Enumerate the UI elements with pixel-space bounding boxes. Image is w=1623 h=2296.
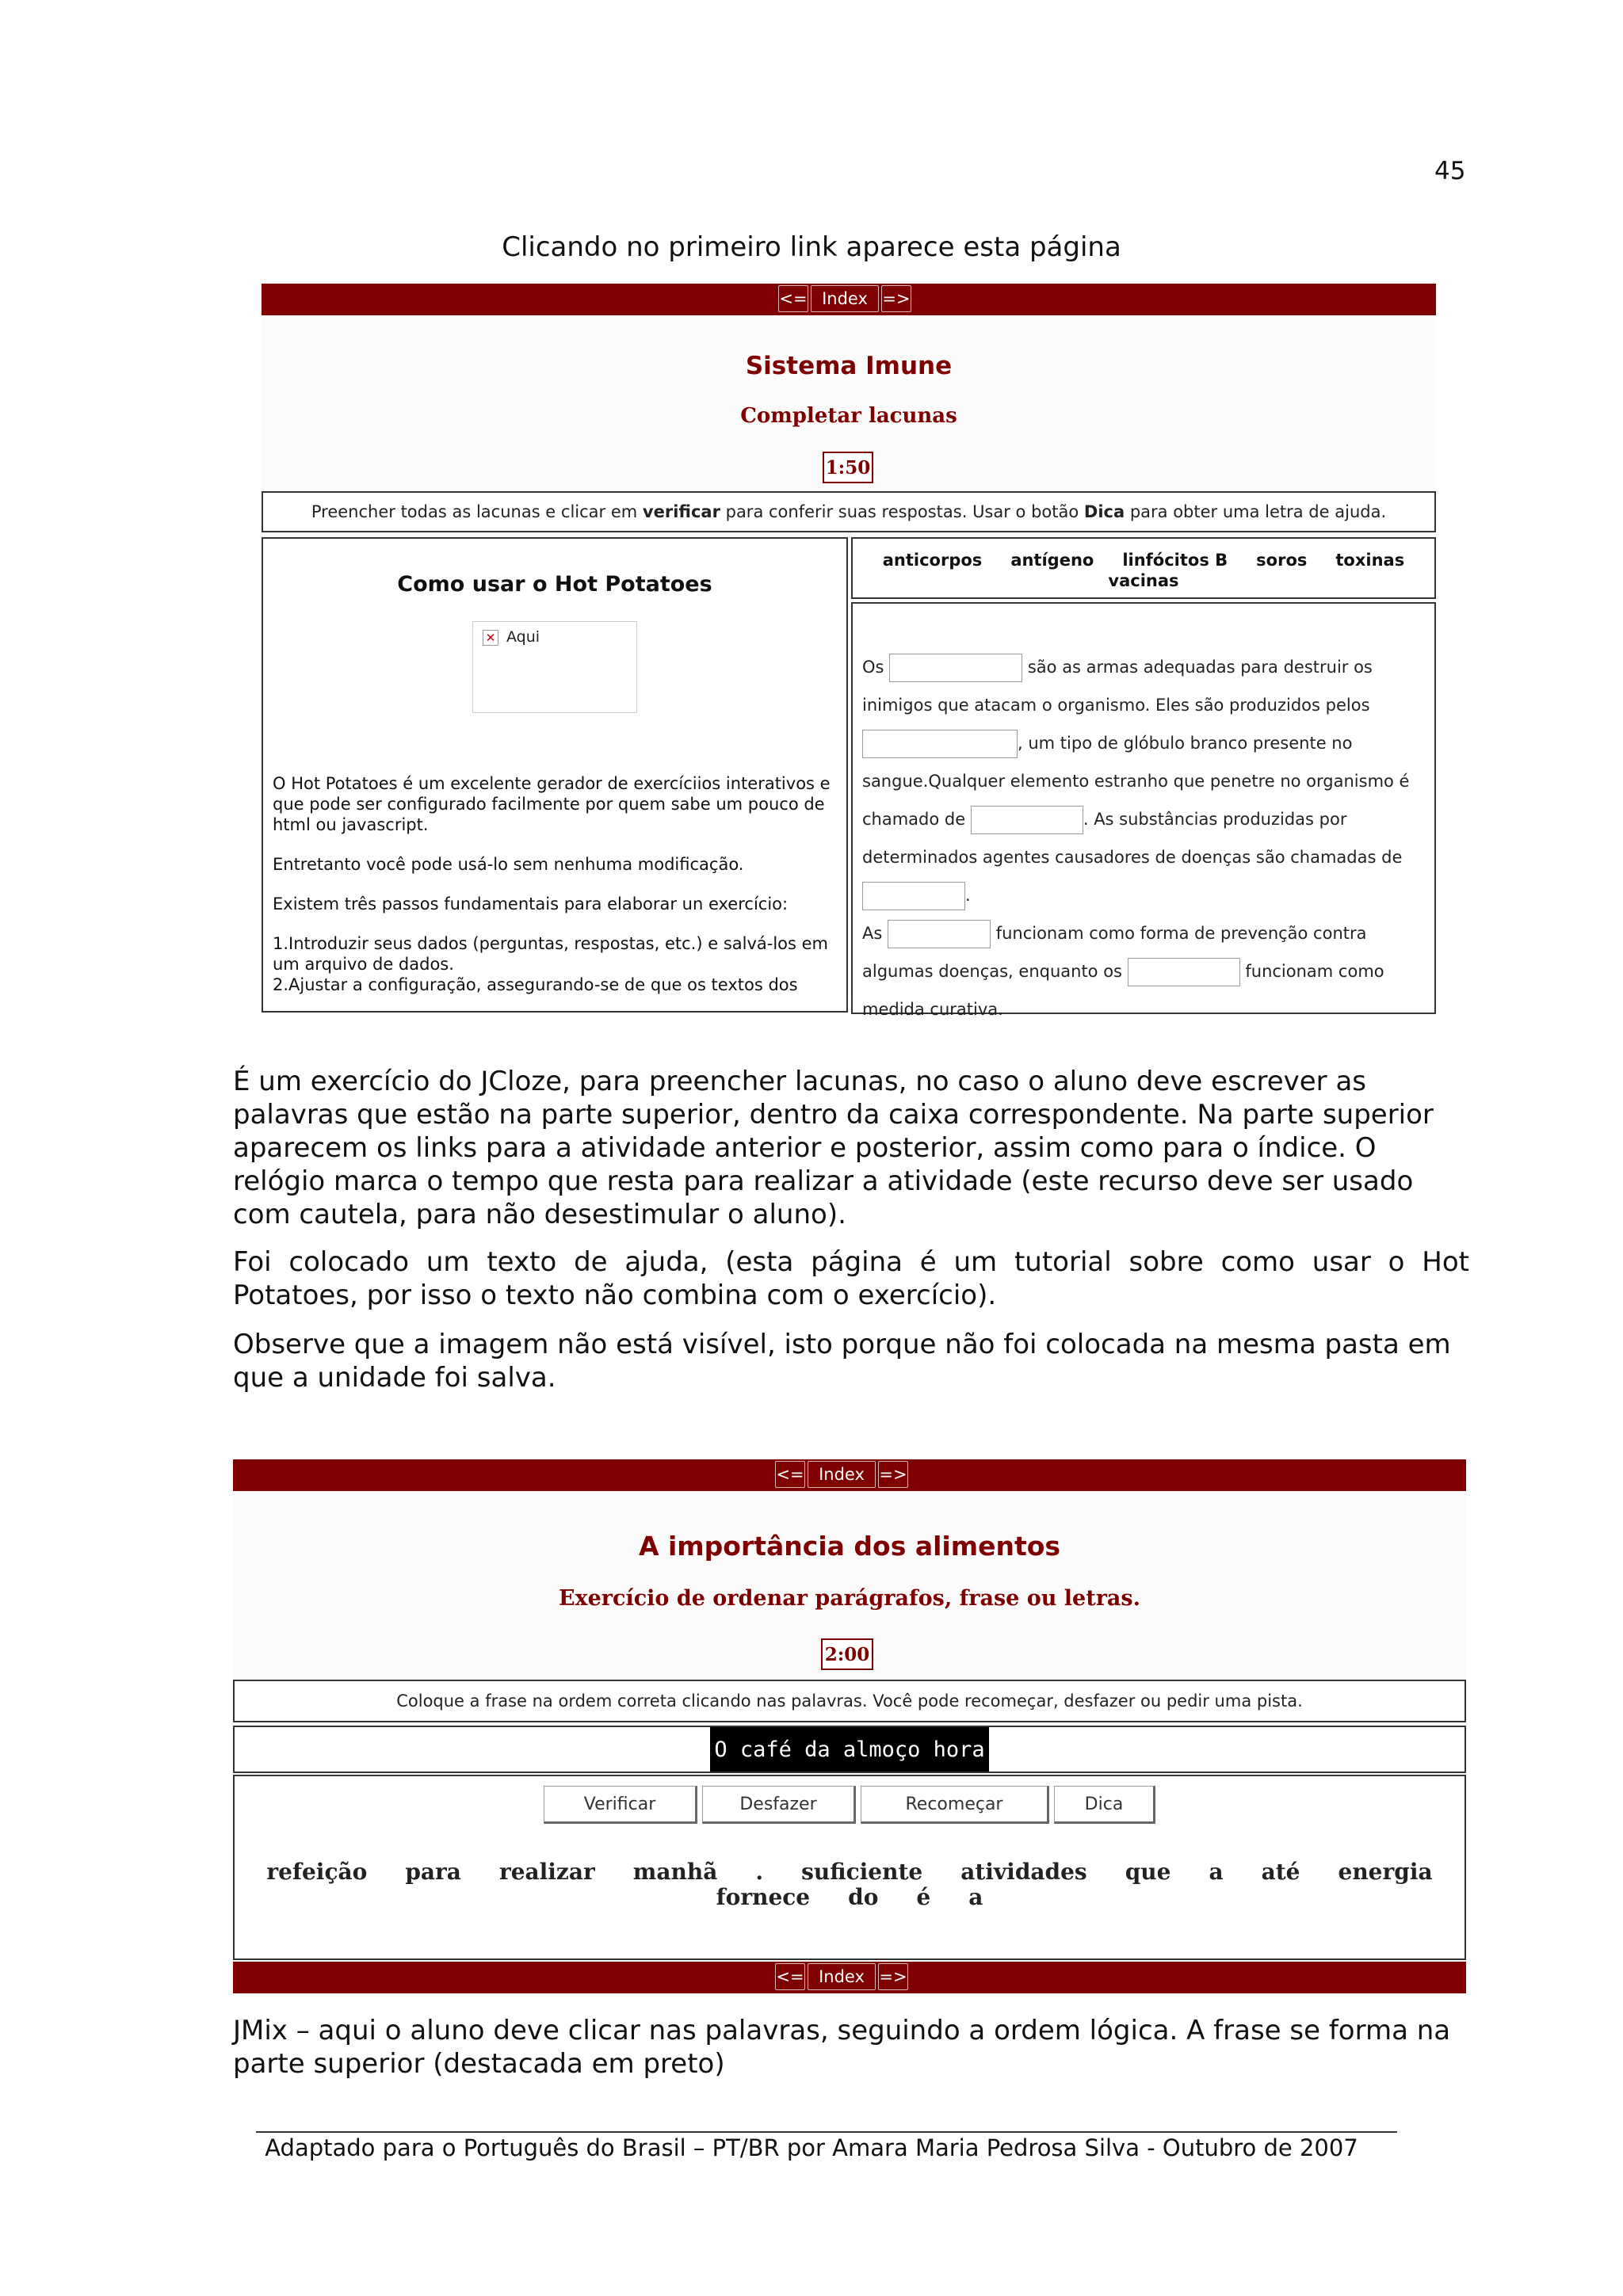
gap-input-4[interactable] [862, 882, 965, 910]
help-panel [262, 537, 848, 1013]
help-paragraph: O Hot Potatoes é um excelente gerador de exercíciios interativos e que pode ser configurado facilmente por quem sabe um pouco de html ou javascript. [273, 774, 831, 834]
footer-text: Adaptado para o Português do Brasil – PT/BR por Amara Maria Pedrosa Silva - Outubro de 2007 [265, 2134, 1358, 2161]
exercise-panel [233, 1775, 1466, 1960]
next-link[interactable]: => [878, 1963, 908, 1990]
jmix-caption: JMix – aqui o aluno deve clicar nas palavras, seguindo a ordem lógica. A frase se forma na parte superior (destacada em preto) [233, 2015, 1451, 2080]
word-choice[interactable]: energia [1338, 1859, 1433, 1885]
cloze-panel [851, 602, 1436, 1019]
previous-link[interactable]: <= [778, 285, 808, 312]
timer: 1:50 [823, 452, 873, 483]
exercise-subtitle: Exercício de ordenar parágrafos, frase ou letras. [558, 1586, 1141, 1611]
instructions-text: Coloque a frase na ordem correta clicando nas palavras. Você pode recomeçar, desfazer ou pedir uma pista. [396, 1691, 1303, 1711]
timer: 2:00 [821, 1638, 873, 1670]
jmix-screenshot [233, 1459, 1466, 1995]
bottom-nav-bar [233, 1962, 1466, 1993]
word-choice[interactable]: realizar [498, 1859, 595, 1885]
page-number: 45 [1434, 157, 1466, 185]
top-nav-bar [233, 1459, 1466, 1491]
word-choice[interactable]: fornece [716, 1884, 811, 1910]
help-paragraph: 2.Ajustar a configuração, assegurando-se de que os textos dos [273, 975, 798, 994]
previous-link[interactable]: <= [775, 1963, 805, 1990]
word-bank-item: toxinas [1335, 551, 1405, 570]
word-bank-item: linfócitos B [1122, 551, 1228, 570]
gap-input-1[interactable] [889, 654, 1022, 682]
help-paragraph: 1.Introduzir seus dados (perguntas, respostas, etc.) e salvá-los em um arquivo de dados. [273, 934, 829, 974]
exercise-subtitle: Completar lacunas [740, 404, 957, 428]
word-choice[interactable]: atividades [960, 1859, 1087, 1885]
word-bank [851, 537, 1436, 599]
paragraph-1: É um exercício do JCloze, para preencher lacunas, no caso o aluno deve escrever as palavras que estão na parte superior, dentro da caixa correspondente. Na parte superior aparecem os links para a atividade anterior e posterior, assim como para o índice. O relógio marca o tempo que resta para realizar a atividade (este recurso deve ser usado com cautela, para não desestimular o aluno). [233, 1066, 1434, 1230]
next-link[interactable]: => [878, 1461, 908, 1488]
gap-input-2[interactable] [862, 730, 1018, 758]
jcloze-screenshot [262, 282, 1436, 1019]
gap-input-3[interactable] [971, 806, 1083, 834]
word-choice[interactable]: a [968, 1884, 983, 1910]
previous-link[interactable]: <= [775, 1461, 805, 1488]
word-choice[interactable]: suficiente [801, 1859, 923, 1885]
help-text [273, 773, 843, 1014]
index-link[interactable]: Index [808, 1963, 876, 1990]
answer-sentence: O café da almoço hora [710, 1727, 989, 1772]
word-bank-item: soros [1256, 551, 1308, 570]
answer-box [233, 1726, 1466, 1773]
gap-input-6[interactable] [1128, 958, 1240, 986]
figure-caption: Clicando no primeiro link aparece esta página [502, 231, 1121, 263]
word-choice[interactable]: até [1261, 1859, 1300, 1885]
word-choices-row-1 [235, 1859, 1465, 1885]
instructions-box [262, 491, 1436, 532]
check-button[interactable]: Verificar [544, 1786, 697, 1824]
hint-button[interactable]: Dica [1054, 1786, 1155, 1824]
help-title: Como usar o Hot Potatoes [397, 572, 712, 597]
broken-image-icon: ✕ [483, 630, 498, 646]
image-alt-text: Aqui [506, 628, 540, 646]
footer-divider [256, 2131, 1397, 2133]
word-bank-item: antígeno [1010, 551, 1094, 570]
word-choice[interactable]: é [916, 1884, 931, 1910]
word-choice[interactable]: manhã [632, 1859, 718, 1885]
index-link[interactable]: Index [811, 285, 879, 312]
word-choice[interactable]: . [755, 1859, 764, 1885]
restart-button[interactable]: Recomeçar [861, 1786, 1049, 1824]
cloze-text: Os são as armas adequadas para destruir os inimigos que atacam o organismo. Eles são produzidos pelos , um tipo de glóbulo branco presente no sangue.Qualquer elemento estranho que penetre no organismo é chamado de . As substâncias produzidas por determinados agentes causadores de doenças são chamadas de . As funcionam como forma de prevenção contra algumas doenças, enquanto os funcionam como medida curativa. [862, 648, 1426, 1028]
word-choice[interactable]: refeição [266, 1859, 368, 1885]
help-paragraph: Existem três passos fundamentais para elaborar un exercício: [273, 894, 789, 913]
broken-image [472, 621, 637, 713]
paragraph-2: Foi colocado um texto de ajuda, (esta página é um tutorial sobre como usar o Hot Potatoes, por isso o texto não combina com o exercício). [233, 1246, 1469, 1311]
index-link[interactable]: Index [808, 1461, 876, 1488]
word-choice[interactable]: a [1209, 1859, 1224, 1885]
instructions-box [233, 1680, 1466, 1722]
word-choice[interactable]: para [405, 1859, 461, 1885]
help-paragraph: Entretanto você pode usá-lo sem nenhuma modificação. [273, 855, 744, 874]
word-bank-item: vacinas [1108, 571, 1179, 590]
gap-input-5[interactable] [888, 920, 991, 948]
word-choice[interactable]: que [1125, 1859, 1171, 1885]
undo-button[interactable]: Desfazer [702, 1786, 856, 1824]
word-choice[interactable]: do [848, 1884, 879, 1910]
exercise-title: A importância dos alimentos [638, 1531, 1061, 1562]
word-choices-row-2 [235, 1884, 1465, 1910]
next-link[interactable]: => [881, 285, 911, 312]
word-bank-item: anticorpos [882, 551, 983, 570]
exercise-title: Sistema Imune [745, 352, 953, 380]
top-nav-bar [262, 284, 1436, 315]
paragraph-3: Observe que a imagem não está visível, isto porque não foi colocada na mesma pasta em que a unidade foi salva. [233, 1329, 1451, 1394]
instructions-text: Preencher todas as lacunas e clicar em verificar para conferir suas respostas. Usar o botão Dica para obter uma letra de ajuda. [311, 502, 1387, 521]
